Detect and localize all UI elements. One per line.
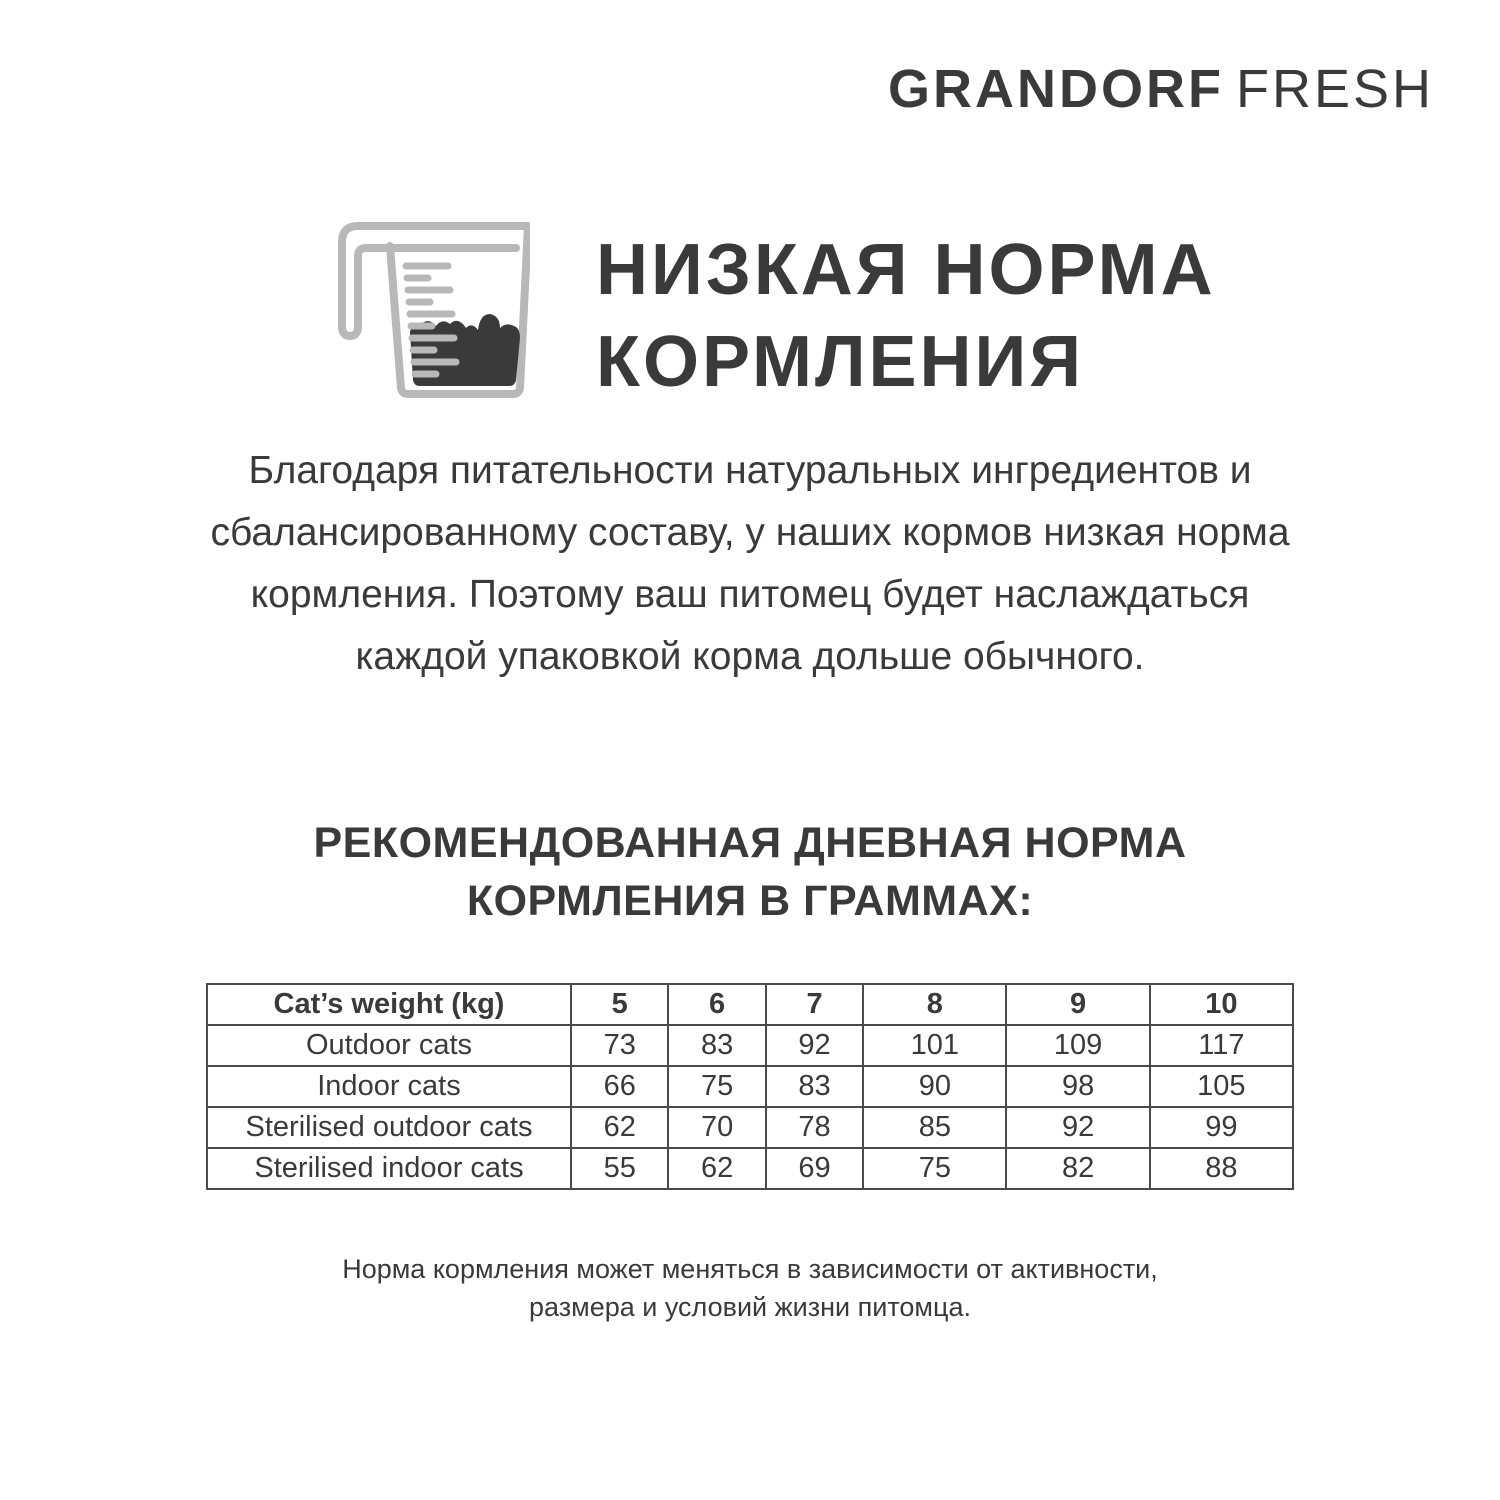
description (0, 440, 1500, 688)
table-row (207, 1148, 1293, 1189)
table-heading (0, 814, 1500, 930)
table-cell: 109 (1006, 1025, 1149, 1066)
header-cell: 9 (1006, 984, 1149, 1025)
brand-name-bold: GRANDORF (888, 59, 1224, 119)
header-cell: 6 (668, 984, 765, 1025)
title-line-1: НИЗКАЯ НОРМА (596, 230, 1216, 310)
description-line: Благодаря питательности натуральных ингредиентов и (248, 449, 1252, 492)
table-cell: 69 (766, 1148, 863, 1189)
footnote (0, 1250, 1500, 1326)
table-cell: 66 (571, 1066, 668, 1107)
table-cell: 83 (766, 1066, 863, 1107)
table-cell: 62 (668, 1148, 765, 1189)
header-cell: 7 (766, 984, 863, 1025)
table-cell: 62 (571, 1107, 668, 1148)
page-title (596, 224, 1216, 408)
description-line: кормления. Поэтому ваш питомец будет наслаждаться (250, 573, 1250, 616)
table-cell: 85 (863, 1107, 1006, 1148)
table-row (207, 1025, 1293, 1066)
table-heading-line-1: РЕКОМЕНДОВАННАЯ ДНЕВНАЯ НОРМА (313, 819, 1187, 867)
table-cell: 98 (1006, 1066, 1149, 1107)
header-cell: 10 (1150, 984, 1293, 1025)
header-cell: 5 (571, 984, 668, 1025)
footnote-line-2: размера и условий жизни питомца. (529, 1292, 971, 1322)
table-heading-line-2: КОРМЛЕНИЯ В ГРАММАХ: (466, 877, 1034, 925)
table-cell: 55 (571, 1148, 668, 1189)
brand-logo (888, 58, 1434, 120)
footnote-line-1: Норма кормления может меняться в зависимости от активности, (342, 1254, 1158, 1284)
title-line-2: КОРМЛЕНИЯ (596, 322, 1085, 402)
header-cell-weight: Cat’s weight (kg) (207, 984, 571, 1025)
row-label: Outdoor cats (207, 1025, 571, 1066)
row-label: Sterilised outdoor cats (207, 1107, 571, 1148)
header-cell: 8 (863, 984, 1006, 1025)
measuring-jug-icon (330, 218, 530, 398)
table-cell: 83 (668, 1025, 765, 1066)
table-cell: 101 (863, 1025, 1006, 1066)
table-cell: 82 (1006, 1148, 1149, 1189)
row-label: Sterilised indoor cats (207, 1148, 571, 1189)
table-cell: 90 (863, 1066, 1006, 1107)
table-header-row (207, 984, 1293, 1025)
table-cell: 92 (766, 1025, 863, 1066)
brand-name-light: FRESH (1235, 59, 1434, 119)
table-cell: 92 (1006, 1107, 1149, 1148)
table-cell: 105 (1150, 1066, 1293, 1107)
table-cell: 70 (668, 1107, 765, 1148)
description-line: каждой упаковкой корма дольше обычного. (355, 635, 1145, 678)
table-cell: 78 (766, 1107, 863, 1148)
row-label: Indoor cats (207, 1066, 571, 1107)
table-cell: 88 (1150, 1148, 1293, 1189)
table-cell: 73 (571, 1025, 668, 1066)
table-cell: 99 (1150, 1107, 1293, 1148)
table-cell: 75 (668, 1066, 765, 1107)
description-line: сбалансированному составу, у наших кормов низкая норма (210, 511, 1290, 554)
feeding-table (206, 983, 1294, 1190)
table-row (207, 1107, 1293, 1148)
table-cell: 75 (863, 1148, 1006, 1189)
table-cell: 117 (1150, 1025, 1293, 1066)
table-row (207, 1066, 1293, 1107)
